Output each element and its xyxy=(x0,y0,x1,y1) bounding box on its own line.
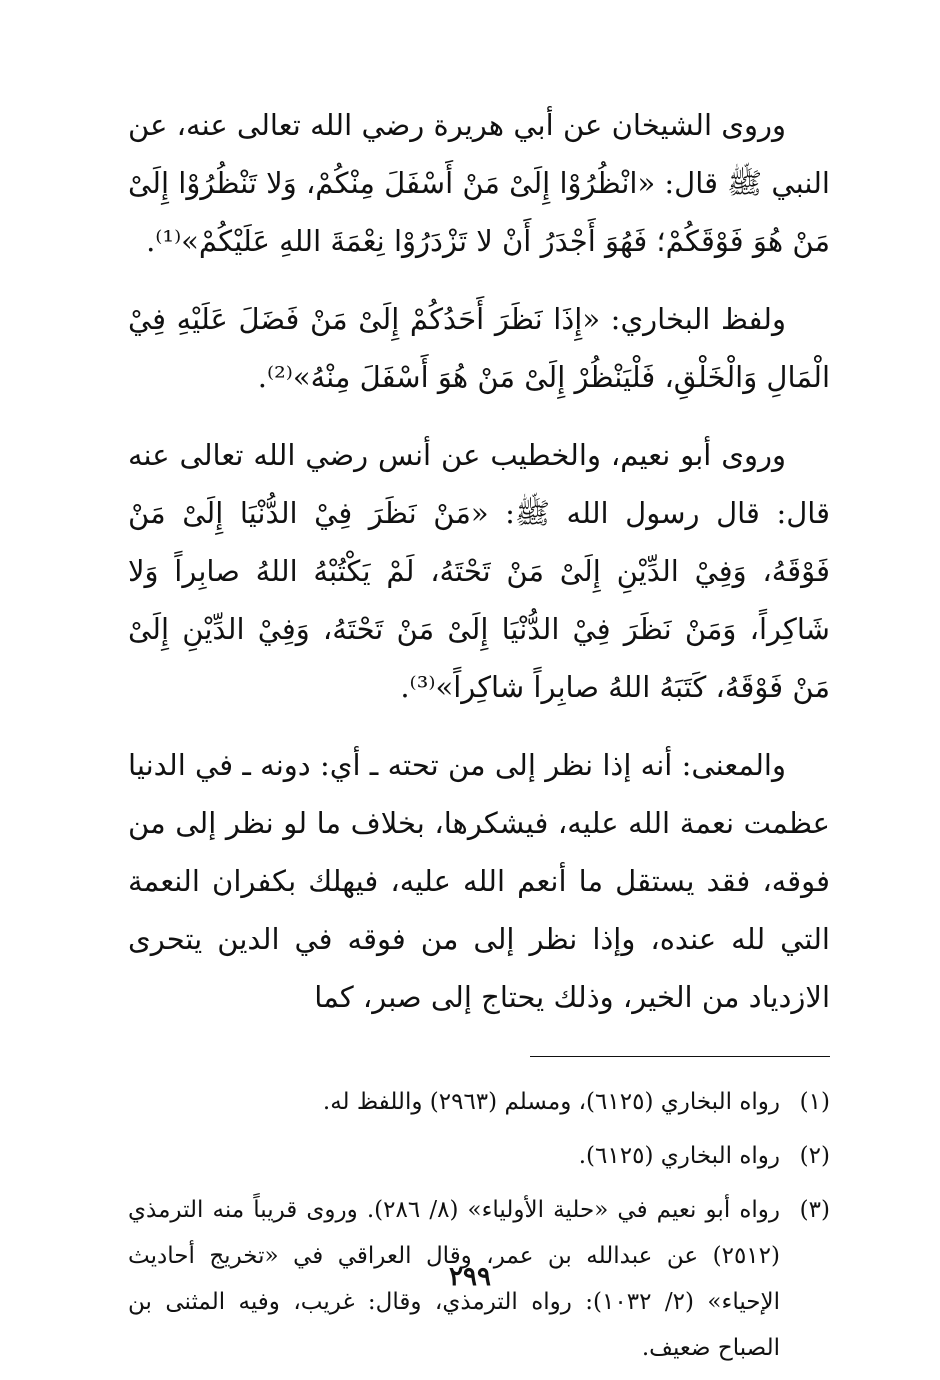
footnote-2 xyxy=(128,1133,830,1179)
footnote-text: رواه البخاري (٦١٢٥)، ومسلم (٢٩٦٣) واللفظ له. xyxy=(322,1089,780,1115)
footnotes xyxy=(128,1079,830,1371)
page-number: ٢٩٩ xyxy=(449,1262,491,1292)
paragraph-1: وروى الشيخان عن أبي هريرة رضي الله تعالى عنه، عن النبي ﷺ قال: «انْظُرُوْا إِلَىْ مَنْ أَسْفَلَ مِنْكُمْ، وَلا تَنْظُرُوْا إِلَىْ مَنْ هُوَ فَوْقَكُمْ؛ فَهُوَ أَجْدَرُ أَنْ لا تَزْدَرُوْا نِعْمَةَ اللهِ عَلَيْكُمْ»⁽¹⁾. xyxy=(128,108,830,258)
footnote-number: (١) xyxy=(799,1089,830,1115)
paragraph-2: ولفظ البخاري: «إِذَا نَظَرَ أَحَدُكُمْ إِلَىْ مَنْ فَضَلَ عَلَيْهِ فِيْ الْمَالِ وَالْخَلْقِ، فَلْيَنْظُرْ إِلَىْ مَنْ هُوَ أَسْفَلَ مِنْهُ»⁽²⁾. xyxy=(128,302,830,394)
main-text xyxy=(128,96,830,1026)
footnote-1 xyxy=(128,1079,830,1125)
footnote-separator xyxy=(530,1056,830,1057)
footnote-number: (٢) xyxy=(799,1143,830,1169)
paragraph-4: والمعنى: أنه إذا نظر إلى من تحته ـ أي: دونه ـ في الدنيا عظمت نعمة الله عليه، فيشكرها، بخلاف ما لو نظر إلى من فوقه، فقد يستقل ما أنعم الله عليه، فيهلك بكفران النعمة التي لله عنده، وإذا نظر إلى من فوقه في الدين يتحرى الازدياد من الخير، وذلك يحتاج إلى صبر، كما xyxy=(128,748,830,1014)
footnote-number: (٣) xyxy=(799,1197,830,1223)
footnote-text: رواه أبو نعيم في «حلية الأولياء» (٨/ ٢٨٦). وروى قريباً منه الترمذي (٢٥١٢) عن عبدالله بن عمر، وقال العراقي في «تخريج أحاديث الإحياء» (٢/ ١٠٣٢): رواه الترمذي، وقال: غريب، وفيه المثنى بن الصباح ضعيف. xyxy=(128,1197,780,1361)
footnote-text: رواه البخاري (٦١٢٥). xyxy=(578,1143,780,1169)
paragraph-3: وروى أبو نعيم، والخطيب عن أنس رضي الله تعالى عنه قال: قال رسول الله ﷺ: «مَنْ نَظَرَ فِيْ الدُّنْيَا إِلَىْ مَنْ فَوْقَهُ، وَفِيْ الدِّيْنِ إِلَىْ مَنْ تَحْتَهُ، لَمْ يَكْتُبْهُ اللهُ صابِراً وَلا شَاكِراً، وَمَنْ نَظَرَ فِيْ الدُّنْيَا إِلَىْ مَنْ تَحْتَهُ، وَفِيْ الدِّيْنِ إِلَىْ مَنْ فَوْقَهُ، كَتَبَهُ اللهُ صابِراً شاكِراً»⁽³⁾. xyxy=(128,438,830,704)
